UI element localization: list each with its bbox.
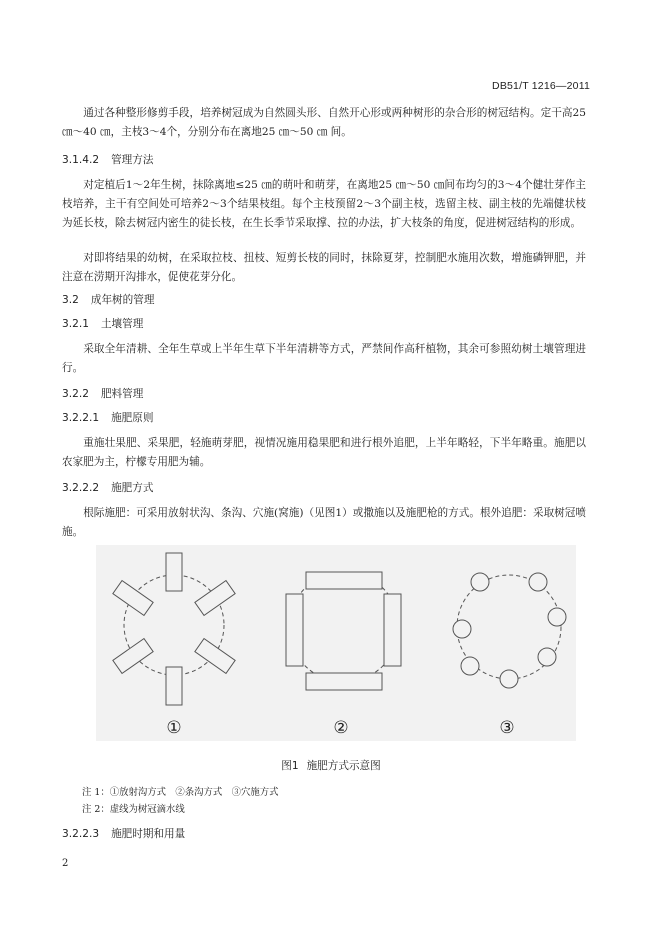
section-number: 3.2.2.1 xyxy=(62,412,100,424)
section-title: 施肥时期和用量 xyxy=(111,828,186,840)
figure-caption-number: 图1 xyxy=(281,760,299,772)
figure-note-1: 注 1：①放射沟方式 ②条沟方式 ③穴施方式 xyxy=(82,787,279,798)
section-heading-3-2-2-3 xyxy=(62,826,185,841)
fertilizer-hole xyxy=(500,670,518,688)
paragraph-pruning-intro: 通过各种整形修剪手段，培养树冠成为自然圆头形、自然开心形或两种树形的杂合形的树冠结构。定干高25 ㎝～40 ㎝，主枝3～4个，分别分布在离地25 ㎝～50 ㎝ 间。 xyxy=(62,107,586,138)
section-number: 3.2 xyxy=(62,294,79,306)
fertilizer-hole xyxy=(529,573,547,591)
fertilizer-hole xyxy=(548,608,566,626)
document-id: DB51/T 1216—2011 xyxy=(492,80,590,92)
fertilizer-hole xyxy=(538,648,556,666)
paragraph-soil-management: 采取全年清耕、全年生草或上半年生草下半年清耕等方式，严禁间作高秆植物，其余可参照幼树土壤管理进行。 xyxy=(62,343,586,374)
figure-fertilizing-methods xyxy=(96,545,576,741)
section-title: 施肥方式 xyxy=(111,482,154,494)
section-heading-3-2 xyxy=(62,292,154,307)
section-title: 施肥原则 xyxy=(111,412,154,424)
fertilizer-hole xyxy=(471,573,489,591)
figure-label-1: ① xyxy=(166,718,182,738)
radial-trench xyxy=(195,581,235,616)
radial-trench xyxy=(166,553,182,591)
strip-trench xyxy=(306,673,382,690)
figure-note-2: 注 2：虚线为树冠滴水线 xyxy=(82,804,185,815)
paragraph-fertilizer-method: 根际施肥：可采用放射状沟、条沟、穴施(窝施)（见图1）或撒施以及施肥枪的方式。根外追肥：采取树冠喷施。 xyxy=(62,507,586,538)
section-heading-3-1-4-2 xyxy=(62,152,153,167)
paragraph-fruiting-young-trees: 对即将结果的幼树，在采取拉枝、扭枝、短剪长枝的同时，抹除夏芽，控制肥水施用次数，增施磷钾肥，并注意在涝期开沟排水，促使花芽分化。 xyxy=(62,252,586,283)
radial-trench xyxy=(113,639,153,674)
page-number: 2 xyxy=(62,858,69,869)
strip-trench xyxy=(384,594,401,666)
fertilizer-hole xyxy=(461,657,479,675)
fertilizer-hole xyxy=(453,620,471,638)
section-number: 3.1.4.2 xyxy=(62,154,100,166)
figure-diagram xyxy=(96,545,576,741)
section-number: 3.2.2.2 xyxy=(62,482,100,494)
radial-trench xyxy=(195,639,235,674)
section-heading-3-2-2 xyxy=(62,386,143,401)
section-number: 3.2.2.3 xyxy=(62,828,100,840)
figure-caption xyxy=(0,758,662,773)
radial-trench xyxy=(166,667,182,705)
paragraph-management-method: 对定植后1～2年生树，抹除离地≤25 ㎝的萌叶和萌芽，在离地25 ㎝～50 ㎝间布均匀的3～4个健壮芽作主枝培养，主干有空间处可培养2～3个结果枝组。每个主枝预留2～3个副主枝，选留主枝、副主枝的先端健状枝为延长枝，除去树冠内密生的徒长枝，在生长季节采取撑、拉的办法，扩大枝条的角度，促进树冠结构的形成。 xyxy=(62,179,586,229)
section-title: 管理方法 xyxy=(111,154,154,166)
section-number: 3.2.1 xyxy=(62,318,89,330)
radial-trench xyxy=(113,581,153,616)
figure-label-3: ③ xyxy=(499,718,515,738)
section-title: 土壤管理 xyxy=(100,318,144,330)
paragraph-fertilizer-principle: 重施壮果肥、采果肥，轻施萌芽肥，视情况施用稳果肥和进行根外追肥，上半年略轻，下半年略重。施肥以农家肥为主，柠檬专用肥为辅。 xyxy=(62,437,586,468)
figure-caption-title: 施肥方式示意图 xyxy=(306,760,381,772)
section-title: 成年树的管理 xyxy=(90,294,155,306)
section-title: 肥料管理 xyxy=(100,388,144,400)
section-heading-3-2-2-1 xyxy=(62,410,153,425)
section-heading-3-2-2-2 xyxy=(62,480,153,495)
strip-trench xyxy=(306,572,382,589)
figure-label-2: ② xyxy=(333,718,349,738)
section-number: 3.2.2 xyxy=(62,388,89,400)
section-heading-3-2-1 xyxy=(62,316,143,331)
strip-trench xyxy=(286,594,303,666)
